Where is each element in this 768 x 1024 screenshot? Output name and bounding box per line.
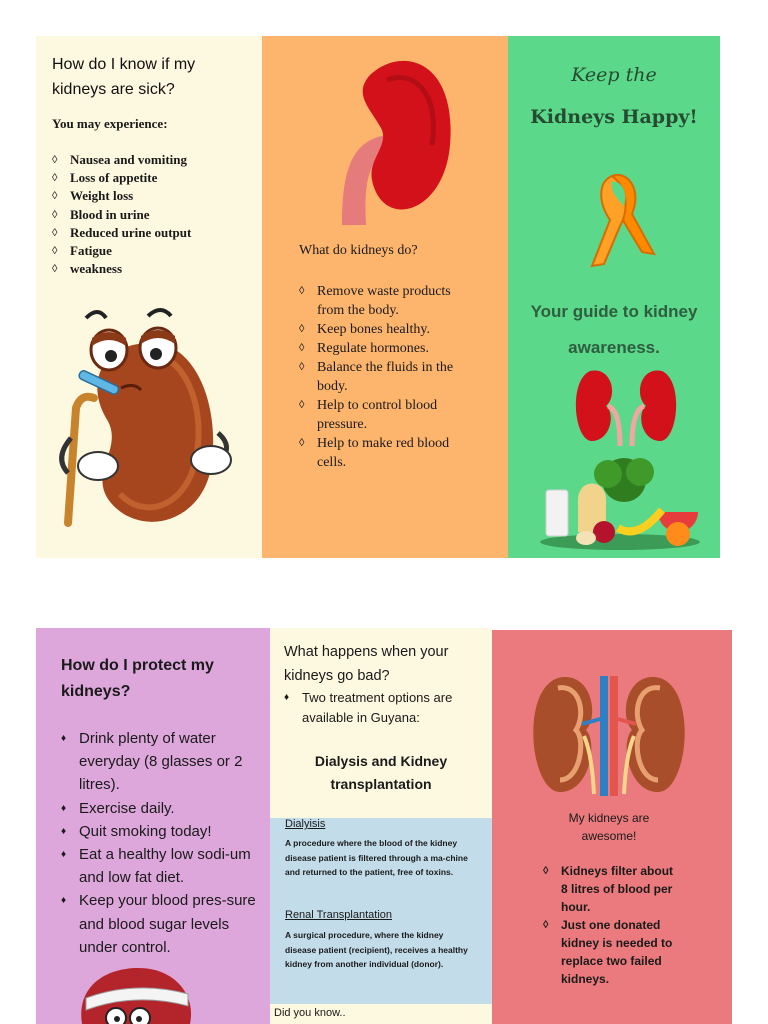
list-item: ◊ Kidneys filter about 8 litres of blood per hour. bbox=[543, 862, 683, 916]
cover-kidneys-happy: Kidneys Happy! bbox=[530, 106, 698, 128]
list-item: ◊ Weight loss bbox=[52, 187, 252, 205]
panel-kidney-symptoms bbox=[36, 36, 262, 558]
functions-heading: What do kidneys do? bbox=[299, 243, 418, 258]
list-item: ♦ Quit smoking today! bbox=[61, 820, 261, 843]
symptoms-title: How do I know if my kidneys are sick? bbox=[52, 56, 196, 98]
list-item: ◊ Regulate hormones. bbox=[299, 339, 479, 358]
healthy-food-illustration bbox=[538, 450, 700, 550]
list-item: ♦ Drink plenty of water everyday (8 glasses or 2 litres). bbox=[61, 727, 261, 797]
list-item: ◊ Just one donated kidney is needed to replace two failed kidneys. bbox=[543, 916, 683, 988]
kidney-mascot-headband-illustration bbox=[76, 966, 196, 1024]
bad-title: What happens when your kidneys go bad? bbox=[284, 644, 449, 684]
list-item: ♦ Exercise daily. bbox=[61, 797, 261, 820]
panel-protect-kidneys bbox=[36, 628, 270, 1024]
sick-kidney-mascot-illustration bbox=[46, 298, 246, 538]
kidneys-pair-illustration bbox=[570, 366, 682, 448]
cover-guide-text: Your guide to kidney awareness. bbox=[530, 302, 698, 357]
list-item: ◊ Keep bones healthy. bbox=[299, 320, 479, 339]
protect-title: How do I protect my kidneys? bbox=[61, 657, 214, 700]
panel-kidney-functions bbox=[262, 36, 508, 558]
list-item: ◊ Fatigue bbox=[52, 242, 252, 260]
transplant-text: A surgical procedure, where the kidney disease patient (recipient), receives a healthy kidney from another individual (donor). bbox=[285, 930, 468, 969]
panel-awesome-kidneys bbox=[492, 630, 732, 1024]
list-item: ◊ Remove waste products from the body. bbox=[299, 282, 479, 320]
list-item: ◊ Reduced urine output bbox=[52, 224, 252, 242]
list-item: ♦ Eat a healthy low sodi-um and low fat diet. bbox=[61, 843, 261, 889]
panel-kidneys-go-bad bbox=[270, 628, 492, 818]
awareness-ribbon-icon bbox=[580, 172, 660, 270]
list-item: ◊ Help to control blood pressure. bbox=[299, 396, 479, 434]
cover-keep-the: Keep the bbox=[571, 64, 657, 86]
panel-cover bbox=[508, 36, 720, 558]
transplant-title: Renal Transplantation bbox=[285, 909, 393, 921]
list-item: ◊ Loss of appetite bbox=[52, 169, 252, 187]
list-item: ♦ Two treatment options are available in Guyana: bbox=[284, 688, 484, 728]
panel-treatments bbox=[270, 818, 492, 1004]
list-item: ◊ weakness bbox=[52, 260, 252, 278]
protect-list bbox=[61, 727, 261, 959]
kidney-facts-list bbox=[543, 862, 683, 988]
dialysis-title: Dialyisis bbox=[285, 818, 326, 830]
list-item: ◊ Nausea and vomiting bbox=[52, 151, 252, 169]
functions-list bbox=[299, 282, 479, 472]
dialysis-text: A procedure where the blood of the kidney disease patient is filtered through a ma-chine and returned to the patient, free of toxins. bbox=[285, 838, 468, 877]
kidney-illustration bbox=[332, 50, 462, 230]
treatment-options: Dialysis and Kidney transplantation bbox=[314, 753, 448, 792]
symptoms-list bbox=[52, 151, 252, 278]
list-item: ◊ Blood in urine bbox=[52, 206, 252, 224]
list-item: ◊ Balance the fluids in the body. bbox=[299, 358, 479, 396]
did-you-know-text: Did you know.. bbox=[274, 1007, 346, 1019]
kidney-anatomy-illustration bbox=[528, 674, 690, 796]
bad-list bbox=[284, 688, 484, 728]
panel-did-you-know bbox=[270, 1004, 492, 1024]
list-item: ♦ Keep your blood pres-sure and blood sugar levels under control. bbox=[61, 889, 261, 959]
symptoms-subtitle: You may experience: bbox=[52, 116, 168, 131]
list-item: ◊ Help to make red blood cells. bbox=[299, 434, 479, 472]
awesome-caption: My kidneys are awesome! bbox=[568, 811, 650, 843]
